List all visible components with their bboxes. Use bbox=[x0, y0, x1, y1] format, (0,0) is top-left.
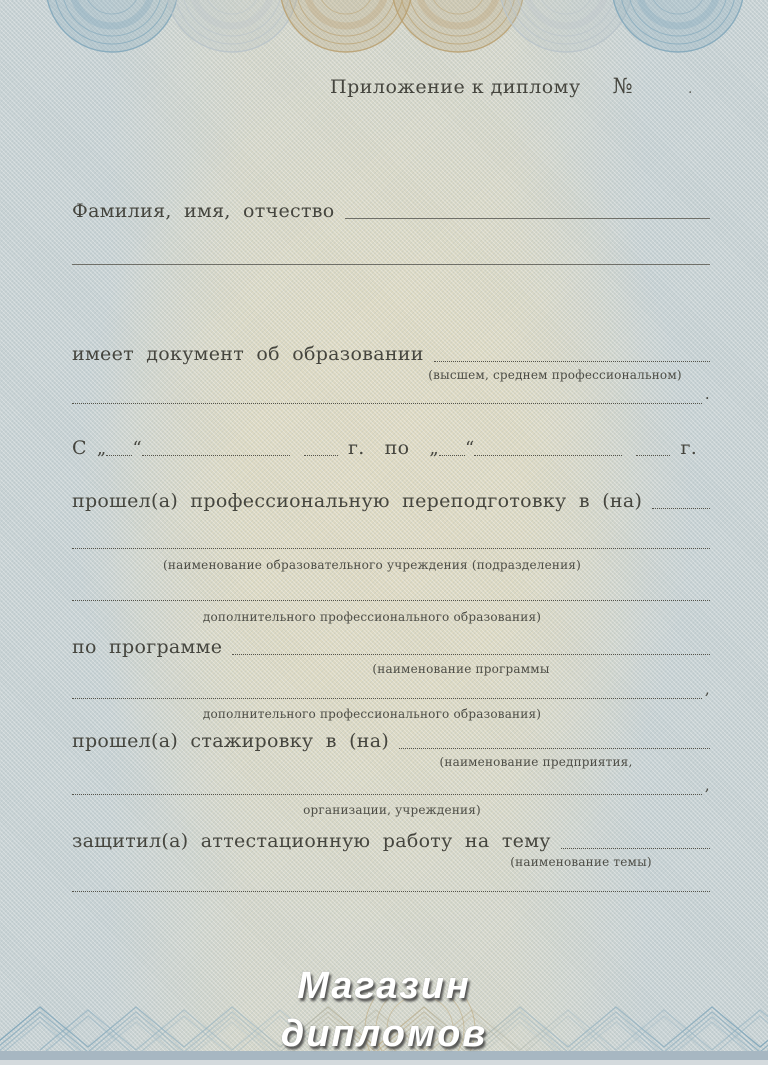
field-retraining bbox=[72, 484, 710, 514]
field-thesis-hint: (наименование темы) bbox=[510, 855, 652, 869]
blank-line bbox=[434, 361, 710, 362]
line-trailing-punct: , bbox=[704, 776, 710, 794]
watermark-line2: дипломов bbox=[280, 1013, 488, 1055]
blank-line bbox=[561, 848, 710, 849]
blank-line bbox=[72, 264, 710, 265]
field-retraining-label: прошел(а) профессиональную переподготовку в (на) bbox=[72, 490, 643, 512]
watermark-line1: Магазин bbox=[297, 965, 471, 1007]
quote-close: “ bbox=[464, 438, 475, 459]
blank-year bbox=[304, 455, 338, 456]
field-internship-label: прошел(а) стажировку в (на) bbox=[72, 730, 390, 752]
field-education-continuation bbox=[72, 379, 710, 409]
blank-line bbox=[72, 698, 702, 699]
blank-line bbox=[72, 600, 710, 601]
document-number-sign: № bbox=[612, 74, 634, 98]
field-institution-line2 bbox=[72, 576, 710, 606]
field-internship bbox=[72, 724, 710, 754]
blank-year bbox=[636, 455, 670, 456]
guilloche-top-border-icon bbox=[0, 0, 768, 56]
field-internship-hint2: организации, учреждения) bbox=[303, 803, 481, 817]
blank-line bbox=[345, 218, 711, 219]
field-thesis-continuation bbox=[72, 867, 710, 897]
period-from-label: С bbox=[72, 437, 87, 459]
field-program-hint2: дополнительного профессионального образования) bbox=[202, 707, 542, 721]
field-internship-hint1: (наименование предприятия, bbox=[439, 755, 633, 769]
quote-close: “ bbox=[132, 438, 142, 459]
blank-line bbox=[72, 891, 710, 892]
line-trailing-punct: , bbox=[704, 680, 710, 698]
field-institution-hint2: дополнительного профессионального образования) bbox=[202, 610, 542, 624]
blank-month bbox=[474, 455, 622, 456]
field-internship-continuation bbox=[72, 770, 710, 800]
watermark bbox=[0, 962, 768, 1058]
document-title: Приложение к диплому bbox=[330, 76, 581, 98]
blank-line bbox=[232, 654, 710, 655]
period-to-label: по bbox=[384, 437, 410, 459]
field-program-continuation bbox=[72, 674, 710, 704]
year-abbrev: г. bbox=[680, 437, 698, 459]
field-education bbox=[72, 337, 710, 367]
field-thesis-label: защитил(а) аттестационную работу на тему bbox=[72, 830, 551, 852]
year-abbrev: г. bbox=[348, 437, 365, 459]
field-name bbox=[72, 194, 710, 224]
field-program bbox=[72, 630, 710, 660]
blank-day bbox=[439, 455, 465, 456]
blank-line bbox=[72, 794, 702, 795]
field-period bbox=[72, 431, 710, 461]
blank-line bbox=[72, 403, 702, 404]
blank-line bbox=[72, 548, 710, 549]
field-institution-hint1: (наименование образовательного учреждения (подразделения) bbox=[163, 558, 581, 572]
stray-dot: . bbox=[688, 81, 693, 97]
quote-open: „ bbox=[96, 438, 107, 459]
field-institution-line1 bbox=[72, 524, 710, 554]
blank-line bbox=[399, 748, 710, 749]
field-program-label: по программе bbox=[72, 636, 223, 658]
blank-month bbox=[142, 455, 290, 456]
field-name-continuation bbox=[72, 240, 710, 270]
blank-line bbox=[652, 508, 710, 509]
blank-day bbox=[106, 455, 132, 456]
field-thesis bbox=[72, 824, 710, 854]
quote-open: „ bbox=[429, 438, 439, 459]
field-name-label: Фамилия, имя, отчество bbox=[72, 200, 335, 222]
field-program-hint1: (наименование программы bbox=[372, 662, 550, 676]
field-education-label: имеет документ об образовании bbox=[72, 343, 424, 365]
line-trailing-punct: . bbox=[704, 385, 710, 403]
field-education-hint: (высшем, среднем профессиональном) bbox=[428, 368, 682, 382]
document-title-row bbox=[330, 74, 693, 98]
